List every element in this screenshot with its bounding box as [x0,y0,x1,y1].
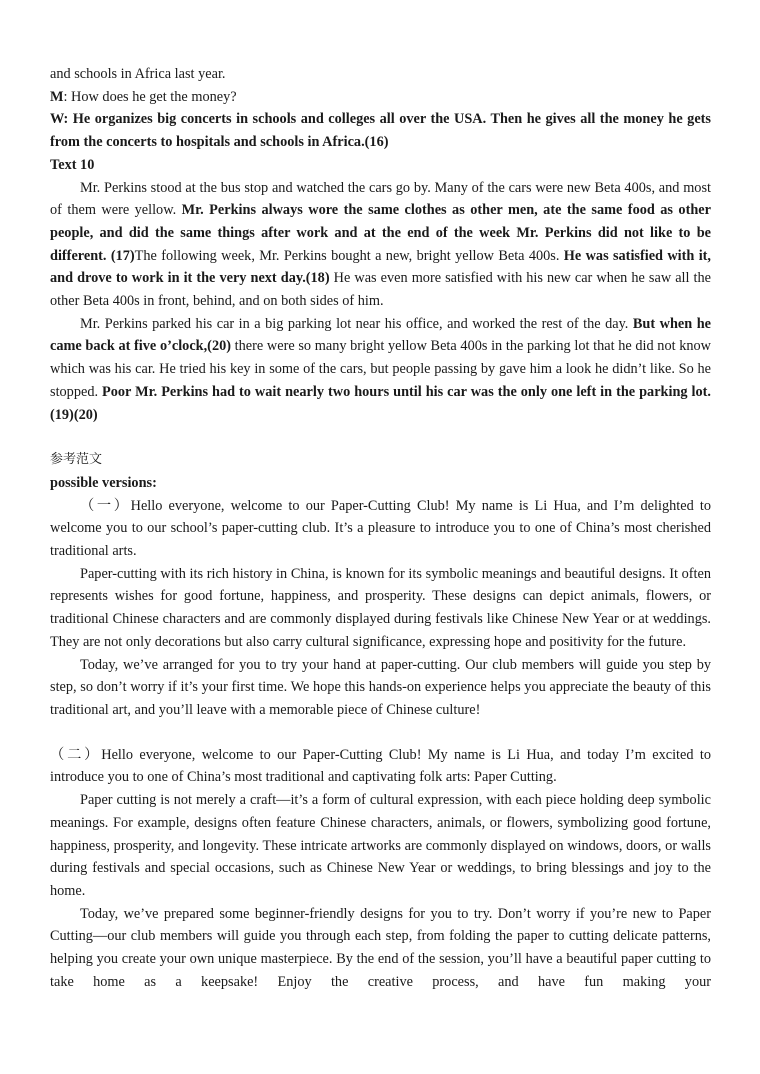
speaker-w: W [50,111,64,128]
sample-heading-en: possible versions: [50,474,157,491]
dialogue-line-w [50,108,711,153]
section-gap [50,426,711,449]
dialogue-text-m: : How does he get the money? [63,88,237,105]
section-gap [50,722,711,744]
text10-p1-run: The following week, Mr. Perkins bought a new, bright yellow Beta 400s. [134,247,564,264]
version1-paragraph-1: （一）Hello everyone, welcome to our Paper-Cutting Club! My name is Li Hua, and I’m delighted to welcome you to our school’s paper-cutting club. It’s a pleasure to introduce you to one of China’s most cherished traditional arts. [50,497,711,560]
version1-paragraph-2: Paper-cutting with its rich history in China, is known for its symbolic meanings and beautiful designs. It often represents wishes for good fortune, happiness, and prosperity. These designs can depict animals, flowers, or traditional Chinese characters and are commonly displayed during festivals like Chinese New Year or at weddings. They are not only decorations but also carry cultural significance, expressing hope and positivity for the future. [50,565,711,650]
text10-p2-run: Poor Mr. Perkins had to wait nearly two hours until his car was the only one left in the parking lot.(19)(20) [50,383,711,423]
text10-p1-run: Mr. Perkins stood at the bus stop and watched the cars go by. Many of the cars were new Beta 400s, and most of them were yellow. [50,179,711,219]
text10-heading: Text 10 [50,156,95,173]
text10-p1-run: Mr. Perkins always wore the same clothes as other men, ate the same food as other people, and did the same things after work and at the end of the week Mr. Perkins did not like to be different. (17) [50,202,711,264]
dialogue-line-m [50,86,711,109]
text10-paragraph-1 [50,177,711,313]
version2-paragraph-3: Today, we’ve prepared some beginner-friendly designs for you to try. Don’t worry if you’re new to Paper Cutting—our club members will guide you through each step, from folding the paper to cutting delicate patterns, helping you create your own unique masterpiece. By the end of the session, you’ll have a beautiful paper cutting to take home as a keepsake! Enjoy the creative process, and have fun making your [50,905,711,990]
speaker-m: M [50,88,64,105]
version2-paragraph-2: Paper cutting is not merely a craft—it’s a form of cultural expression, with each piece holding deep symbolic meanings. For example, designs often feature Chinese characters, animals, or flowers, symbolizing good fortune, happiness, prosperity, and longevity. These intricate artworks are commonly displayed on windows, doors, or walls during festivals and special occasions, such as Chinese New Year or weddings, to bring blessings and joy to the home. [50,792,711,899]
text10-p2-run: Mr. Perkins parked his car in a big parking lot near his office, and worked the rest of the day. [80,315,633,332]
text10-p1-run: He was even more satisfied with his new car when he saw all the other Beta 400s in front, behind, and on both sides of him. [50,270,712,310]
dialogue-line-continuation: and schools in Africa last year. [50,66,226,82]
version1-paragraph-3: Today, we’ve arranged for you to try your hand at paper-cutting. Our club members will guide you step by step, so don’t worry if it’s your first time. We hope this hands-on experience helps you appreciate the beauty of this traditional art, and you’ll leave with a memorable piece of Chinese culture! [50,656,711,718]
text10-paragraph-2 [50,313,711,427]
sample-heading-cn: 参考范文 [50,452,103,468]
text10-p2-run: there were so many bright yellow Beta 400s in the parking lot that he did not know which was his car. He tried his key in some of the cars, but people passing by gave him a look he didn’t like. So he stopped. [50,338,711,400]
dialogue-text-w: : He organizes big concerts in schools and colleges all over the USA. Then he gives all the money he gets from the concerts to hospitals and schools in Africa.(16) [50,111,711,151]
version2-paragraph-1: （二）Hello everyone, welcome to our Paper-Cutting Club! My name is Li Hua, and today I’m excited to introduce you to one of China’s most traditional and captivating folk arts: Paper Cutting. [50,746,711,786]
text10-p1-run: He was satisfied with it, and drove to work in it the very next day.(18) [50,247,712,287]
text10-p2-run: But when he came back at five o’clock,(20) [50,315,711,355]
